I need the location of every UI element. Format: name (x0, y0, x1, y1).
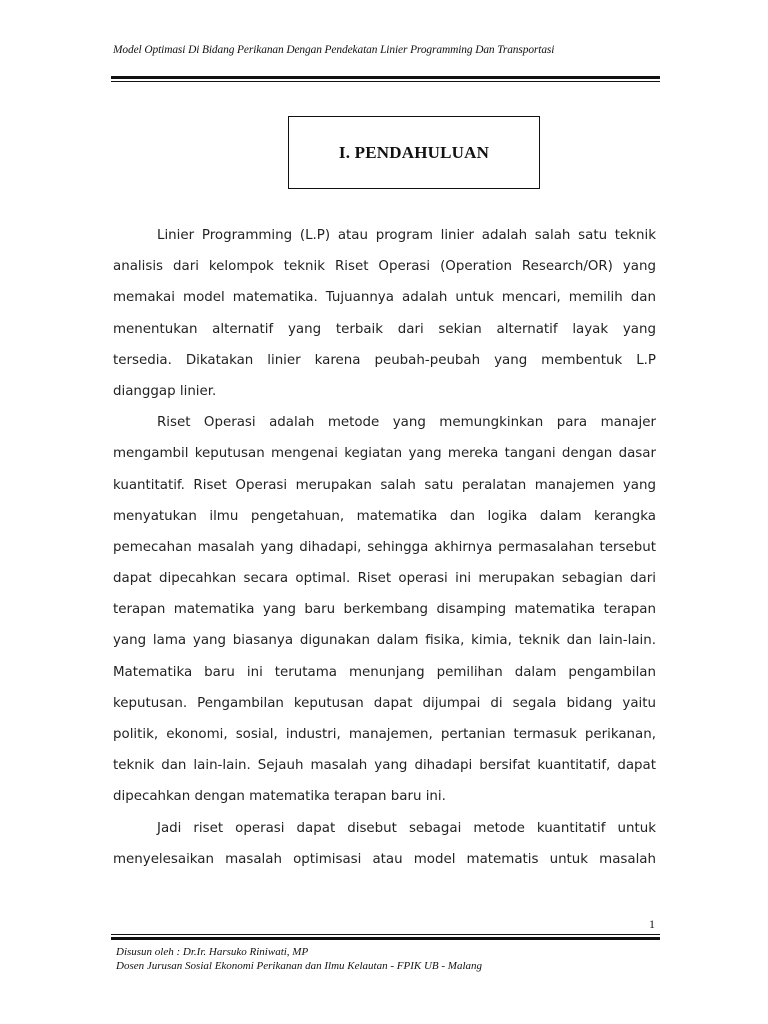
running-header: Model Optimasi Di Bidang Perikanan Dengan Pendekatan Linier Programming Dan Transportasi (113, 44, 555, 56)
footer (116, 946, 482, 973)
body-line: memakai model matematika. Tujuannya adalah untuk mencari, memilih dan (113, 290, 656, 306)
body-line: pemecahan masalah yang dihadapi, sehingga akhirnya permasalahan tersebut (113, 539, 656, 555)
body-line: Riset Operasi adalah metode yang memungkinkan para manajer (157, 415, 656, 431)
body-line: mengambil keputusan mengenai kegiatan yang mereka tangani dengan dasar (113, 446, 656, 462)
chapter-title: I. PENDAHULUAN (338, 142, 490, 162)
body-line: Matematika baru ini terutama menunjang pemilihan dalam pengambilan (113, 664, 656, 680)
body-line: Linier Programming (L.P) atau program linier adalah salah satu teknik (157, 228, 656, 243)
body-line: kuantitatif. Riset Operasi merupakan salah satu peralatan manajemen yang (113, 477, 656, 493)
header-rule-thin (111, 81, 660, 82)
footer-rule-thin (111, 934, 660, 935)
body-text (113, 220, 656, 875)
body-line: menyatukan ilmu pengetahuan, matematika dan logika dalam kerangka (113, 508, 656, 524)
body-line: tersedia. Dikatakan linier karena peubah-peubah yang membentuk L.P (113, 352, 656, 368)
body-line: menyelesaikan masalah optimisasi atau model matematis untuk masalah (113, 851, 656, 867)
body-line: politik, ekonomi, sosial, industri, manajemen, pertanian termasuk perikanan, (113, 727, 656, 742)
body-line: terapan matematika yang baru berkembang disamping matematika terapan (113, 602, 656, 618)
body-line: dipecahkan dengan matematika terapan baru ini. (113, 789, 446, 805)
header-rule-thick (111, 76, 660, 79)
footer-author: Disusun oleh : Dr.Ir. Harsuko Riniwati, MP (116, 946, 309, 958)
body-line: teknik dan lain-lain. Sejauh masalah yang dihadapi bersifat kuantitatif, dapat (113, 758, 656, 774)
body-line: analisis dari kelompok teknik Riset Operasi (Operation Research/OR) yang (113, 259, 656, 275)
footer-rule-thick (111, 937, 660, 940)
body-line: yang lama yang biasanya digunakan dalam fisika, kimia, teknik dan lain-lain. (113, 633, 656, 649)
body-line: keputusan. Pengambilan keputusan dapat dijumpai di segala bidang yaitu (113, 695, 656, 711)
footer-affiliation: Dosen Jurusan Sosial Ekonomi Perikanan dan Ilmu Kelautan - FPIK UB - Malang (116, 959, 483, 972)
body-line: menentukan alternatif yang terbaik dari sekian alternatif layak yang (113, 321, 656, 337)
body-line: Jadi riset operasi dapat disebut sebagai metode kuantitatif untuk (157, 820, 656, 836)
page-number: 1 (649, 917, 655, 931)
body-line: dapat dipecahkan secara optimal. Riset operasi ini merupakan sebagian dari (113, 571, 656, 587)
body-line: dianggap linier. (113, 383, 217, 399)
chapter-title-box (288, 116, 540, 189)
